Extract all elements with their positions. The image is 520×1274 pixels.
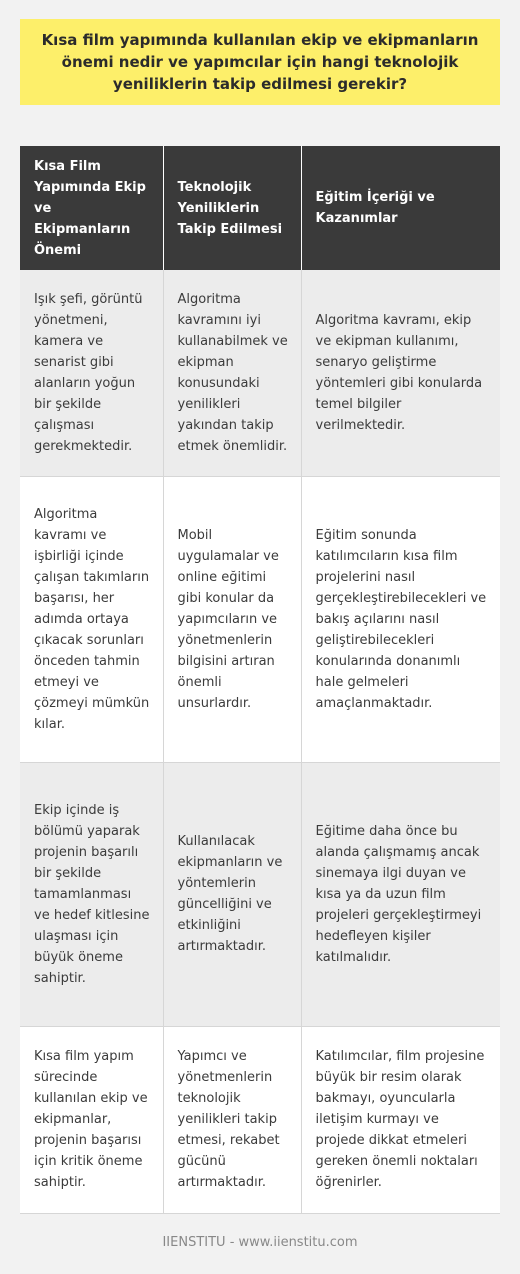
table-cell: Mobil uygulamalar ve online eğitimi gibi konular da yapımcıların ve yönetmenlerin bilgisini artıran önemli unsurlardır.: [163, 476, 301, 762]
comparison-table: [20, 146, 500, 1214]
column-header-team-equipment: Kısa Film Yapımında Ekip ve Ekipmanların Önemi: [20, 146, 163, 270]
column-header-training-content: Eğitim İçeriği ve Kazanımlar: [301, 146, 500, 270]
footer-credit: IIENSTITU - www.iienstitu.com: [162, 1235, 358, 1250]
table-row: [20, 762, 500, 1026]
table-row: [20, 476, 500, 762]
table-cell: Algoritma kavramını iyi kullanabilmek ve ekipman konusundaki yenilikleri yakından takip etmek önemlidir.: [163, 270, 301, 476]
table-cell: Işık şefi, görüntü yönetmeni, kamera ve senarist gibi alanların yoğun bir şekilde çalışması gerekmektedir.: [20, 270, 163, 476]
table-cell: Kullanılacak ekipmanların ve yöntemlerin güncelliğini ve etkinliğini artırmaktadır.: [163, 762, 301, 1026]
table-cell: Kısa film yapım sürecinde kullanılan ekip ve ekipmanlar, projenin başarısı için kritik öneme sahiptir.: [20, 1026, 163, 1213]
table-row: [20, 270, 500, 476]
title-banner: [20, 19, 500, 105]
table-cell: Yapımcı ve yönetmenlerin teknolojik yenilikleri takip etmesi, rekabet gücünü artırmaktadır.: [163, 1026, 301, 1213]
table-cell: Eğitim sonunda katılımcıların kısa film projelerini nasıl gerçekleştirebilecekleri ve bakış açılarını nasıl geliştirebilecekleri konularında donanımlı hale gelmeleri amaçlanmaktadır.: [301, 476, 500, 762]
table-header-row: [20, 146, 500, 270]
table-cell: Ekip içinde iş bölümü yaparak projenin başarılı bir şekilde tamamlanması ve hedef kitlesine ulaşması için büyük öneme sahiptir.: [20, 762, 163, 1026]
table-cell: Algoritma kavramı ve işbirliği içinde çalışan takımların başarısı, her adımda ortaya çıkacak sorunları önceden tahmin etmeyi ve çözmeyi mümkün kılar.: [20, 476, 163, 762]
table-row: [20, 1026, 500, 1213]
table-cell: Katılımcılar, film projesine büyük bir resim olarak bakmayı, oyuncularla iletişim kurmayı ve projede dikkat etmeleri gereken önemli noktaları öğrenirler.: [301, 1026, 500, 1213]
table-cell: Eğitime daha önce bu alanda çalışmamış ancak sinemaya ilgi duyan ve kısa ya da uzun film projeleri gerçekleştirmeyi hedefleyen kişiler katılmalıdır.: [301, 762, 500, 1026]
column-header-tech-innovations: Teknolojik Yeniliklerin Takip Edilmesi: [163, 146, 301, 270]
page-title: Kısa film yapımında kullanılan ekip ve ekipmanların önemi nedir ve yapımcılar için hangi teknolojik yeniliklerin takip edilmesi gerekir?: [41, 31, 479, 93]
table-cell: Algoritma kavramı, ekip ve ekipman kullanımı, senaryo geliştirme yöntemleri gibi konularda temel bilgiler verilmektedir.: [301, 270, 500, 476]
